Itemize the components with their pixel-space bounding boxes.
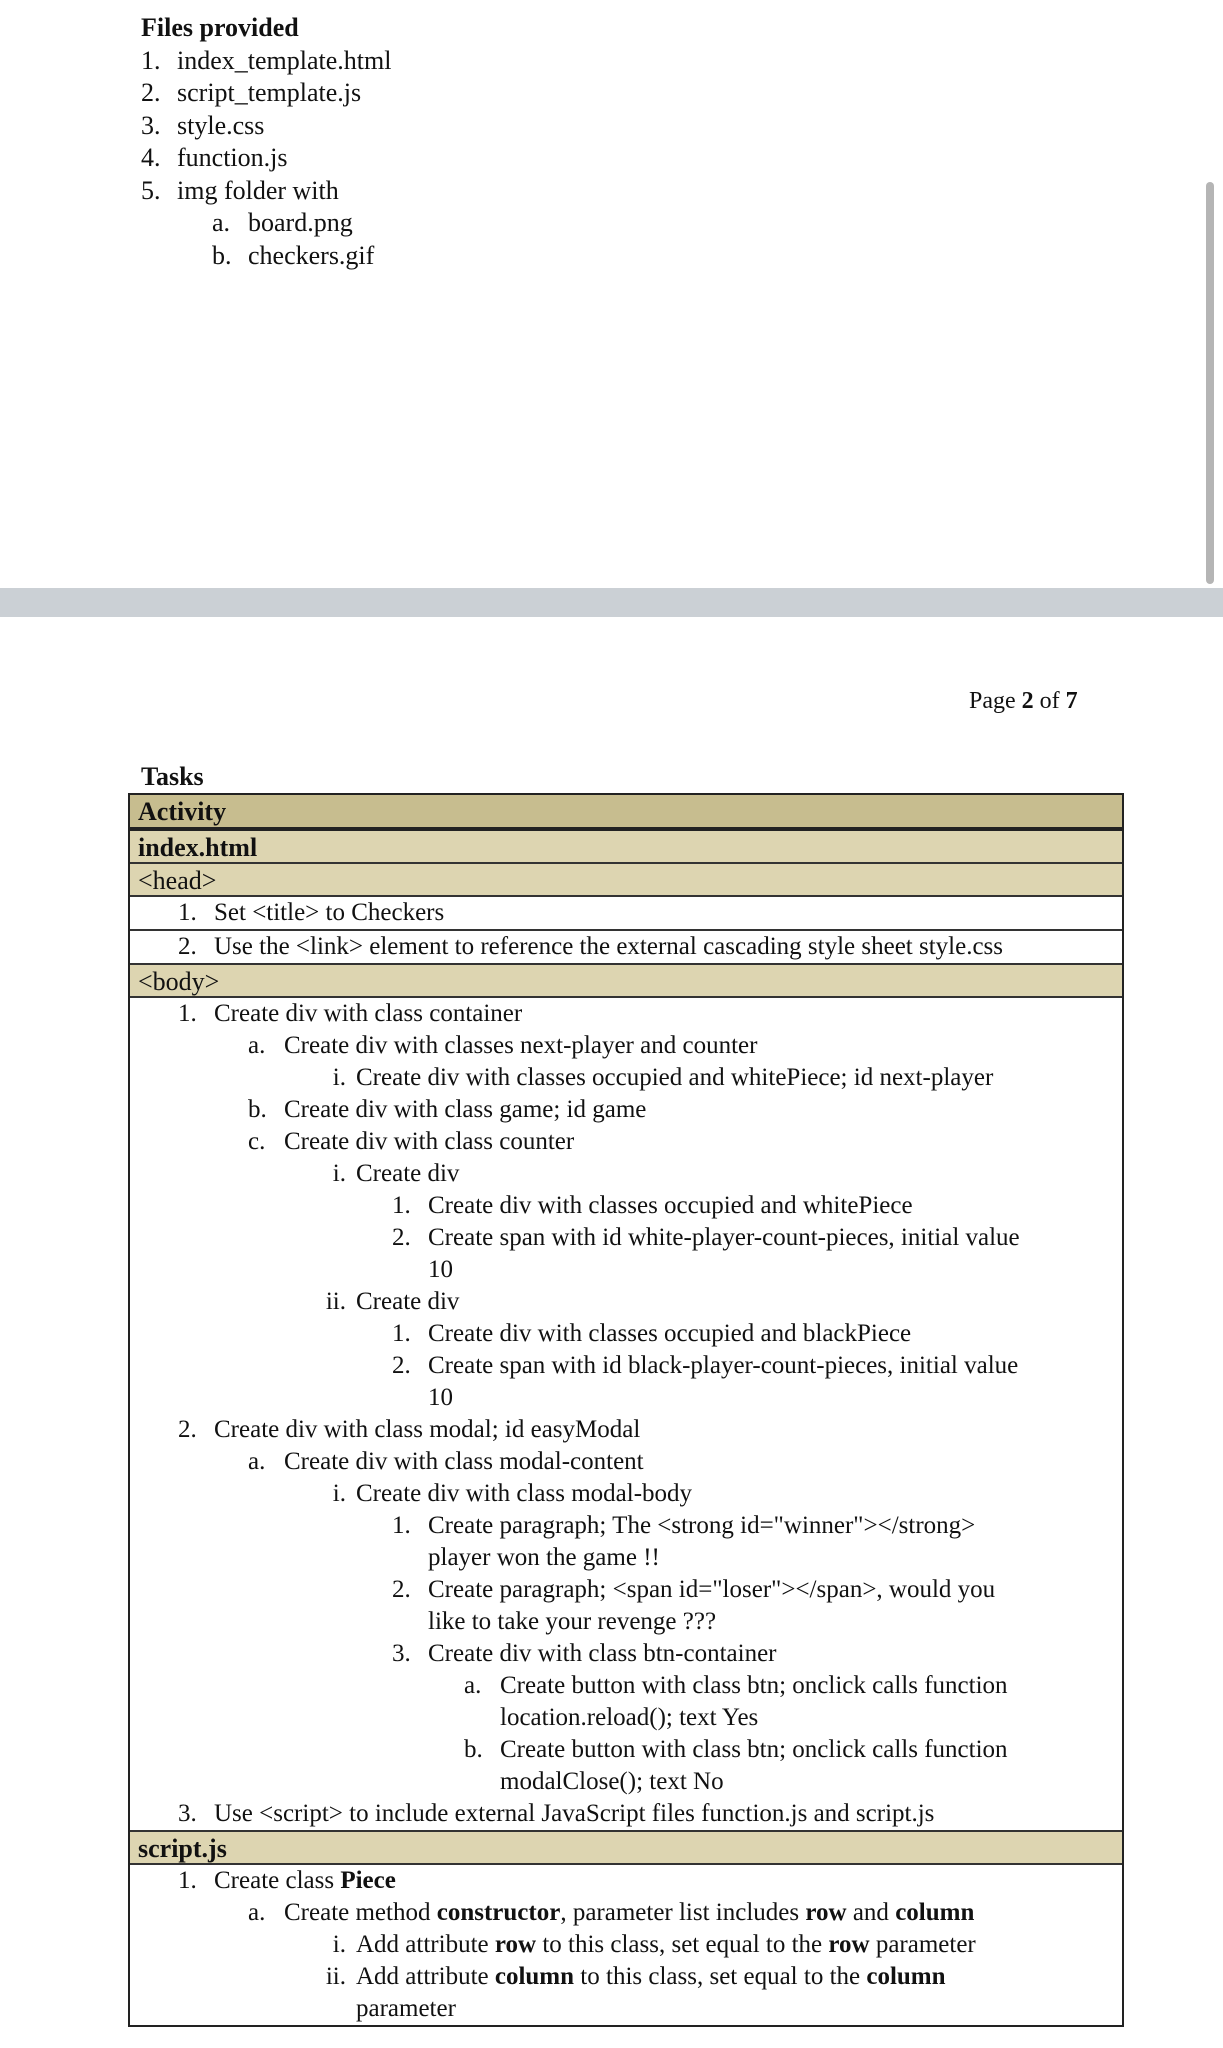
body-item: a. Create div with classes next-player and counter [248,1032,758,1059]
body-item: 2. Create span with id white-player-count-pieces, initial value [392,1224,1020,1251]
script-item: ii. Add attribute column to this class, set equal to the column [325,1963,946,1990]
body-item: 1. Create div with class container [178,1000,523,1027]
body-item: 2. Create span with id black-player-count-pieces, initial value [392,1352,1019,1379]
body-item: c. Create div with class counter [248,1128,575,1155]
body-section-header: <body> [130,965,1122,998]
file-sub-item: a. board.png [212,208,353,237]
script-item-continuation: parameter [356,1995,456,2022]
body-item-continuation: player won the game !! [428,1544,660,1571]
body-item: 2. Create paragraph; <span id="loser"></span>, would you [392,1576,996,1603]
body-item-continuation: 10 [428,1384,453,1411]
script-js-header: script.js [130,1832,1122,1865]
body-item: 1. Create div with classes occupied and whitePiece [392,1192,913,1219]
file-item: 3. style.css [141,110,265,140]
head-item: 1. Set <title> to Checkers [130,897,1122,931]
body-item-continuation: location.reload(); text Yes [500,1704,759,1731]
page-number: Page 2 of 7 [969,688,1078,714]
file-item: 1. index_template.html [141,45,392,75]
body-item: 3. Use <script> to include external JavaScript files function.js and script.js [130,1798,1122,1832]
file-item: 5. img folder with [141,175,339,205]
head-section-header: <head> [130,864,1122,897]
file-sub-item: b. checkers.gif [212,240,375,270]
body-item: 1. Create paragraph; The <strong id="winner"></strong> [392,1512,976,1539]
vertical-scrollbar[interactable] [1206,182,1214,584]
page-separator [0,588,1223,617]
index-html-header: index.html [130,831,1122,864]
activity-header: Activity [130,795,1122,831]
script-item: a. Create method constructor, parameter list includes row and column [248,1899,975,1926]
body-item: a. Create button with class btn; onclick calls function [464,1672,1008,1699]
files-provided-list [141,12,391,272]
previous-page-area [0,0,1223,588]
body-item: b. Create div with class game; id game [248,1096,647,1123]
tasks-heading: Tasks [141,762,204,791]
body-item: i. Create div [332,1160,460,1187]
script-item: 1. Create class Piece [178,1867,396,1894]
script-item: i. Add attribute row to this class, set equal to the row parameter [332,1931,976,1958]
head-item: 2. Use the <link> element to reference the external cascading style sheet style.css [130,931,1122,965]
body-item: 2. Create div with class modal; id easyModal [178,1416,641,1443]
body-item: b. Create button with class btn; onclick calls function [464,1736,1008,1763]
body-item: 3. Create div with class btn-container [392,1640,777,1667]
body-item: i. Create div with class modal-body [332,1480,693,1507]
tasks-table [128,793,1124,2027]
body-item: a. Create div with class modal-content [248,1448,644,1475]
body-item-continuation: 10 [428,1256,453,1283]
file-item: 4. function.js [141,143,288,172]
body-item-continuation: modalClose(); text No [500,1768,724,1795]
body-item: 1. Create div with classes occupied and blackPiece [392,1320,912,1347]
body-item: ii. Create div [325,1288,460,1315]
body-item-continuation: like to take your revenge ??? [428,1608,717,1635]
files-heading: Files provided [141,13,299,42]
file-item: 2. script_template.js [141,78,362,107]
body-item: i. Create div with classes occupied and whitePiece; id next-player [332,1064,994,1091]
